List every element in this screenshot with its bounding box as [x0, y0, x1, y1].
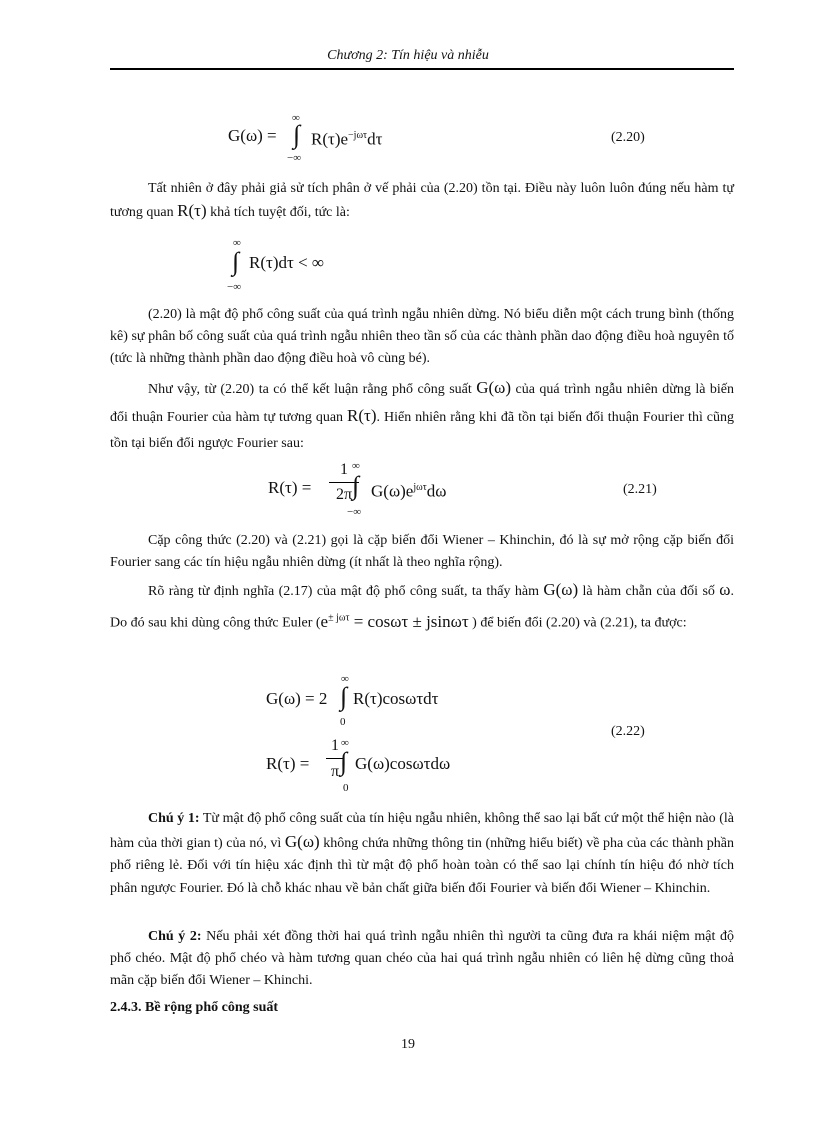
note-2-label: Chú ý 2: [148, 929, 202, 944]
inline-math-R: R(τ) [177, 201, 207, 220]
eq220-number: (2.20) [611, 130, 645, 145]
eq220-upper-limit: ∞ [292, 112, 300, 124]
paragraph-1: Tất nhiên ở đây phải giả sử tích phân ở vế phải của (2.20) tồn tại. Điều này luôn luôn đúng nếu hàm tự tương quan R(τ) khả tích tuyệt đối, tức là: [110, 181, 734, 220]
eq222-number: (2.22) [611, 724, 645, 739]
eq222b-lhs: R(τ) = [266, 754, 310, 773]
eq222a-integrand: R(τ)cosωτdτ [353, 689, 439, 708]
inline-math-G: G(ω) [284, 831, 320, 851]
eq222b-upper-limit: ∞ [341, 737, 349, 749]
section-heading: 2.4.3. Bề rộng phổ công suất [110, 1000, 279, 1015]
inline-math-G: G(ω) [476, 378, 512, 397]
eq221-frac-denominator: 2π [335, 486, 353, 503]
eq222a-upper-limit: ∞ [341, 673, 349, 685]
eqabs-upper-limit: ∞ [233, 237, 241, 249]
note-1-label: Chú ý 1: [148, 811, 200, 826]
running-header: Chương 2: Tín hiệu và nhiễu [327, 48, 489, 63]
eq220-integrand: $R(\tau)e^{-j\omega\tau}d\tau$ [311, 129, 383, 149]
eq222b-frac-denominator: π [330, 763, 340, 780]
eq222b-integral-sign: ∫ [340, 747, 348, 776]
header-rule [110, 68, 734, 70]
eq220-lower-limit: −∞ [287, 152, 302, 164]
note-2: Chú ý 2: Nếu phải xét đồng thời hai quá trình ngẫu nhiên thì người ta cũng đưa ra khái niệm mật độ phổ chéo. Mật độ phổ chéo và hàm tương quan chéo của hai quá trình ngẫu nhiên có liên hệ dừng cũng thoả mãn cặp biến đổi Wiener – Khinchi. [110, 929, 734, 988]
eq221-integral-sign: ∫ [352, 471, 360, 500]
eq221-frac-numerator: 1 [340, 461, 348, 478]
eq222b-integrand: G(ω)cosωτdω [355, 754, 451, 773]
eq222a-lhs: G(ω) = 2 [266, 689, 328, 708]
inline-math-R: R(τ) [347, 406, 377, 425]
eqabs-expression: R(τ)dτ < ∞ [249, 253, 325, 272]
eq220-lhs: G(ω) = [228, 126, 277, 145]
eqabs-integral-sign: ∫ [232, 247, 240, 276]
paragraph-5: Rõ ràng từ định nghĩa (2.17) của mật độ phổ công suất, ta thấy hàm G(ω) là hàm chẵn của đối số ω. Do đó sau khi dùng công thức Euler ($e^{\pm j\omega\tau} = \cos\omega\tau \pm jsin\omega\tau$ ) để biến đổi (2.20) và (2.21), ta được: [110, 580, 734, 631]
paragraph-4: Cặp công thức (2.20) và (2.21) gọi là cặp biến đổi Wiener – Khinchin, đó là sự mở rộng cặp biến đổi Fourier sang các tín hiệu ngẫu nhiên dừng (ít nhất là theo nghĩa rộng). [110, 533, 734, 570]
eq221-lower-limit: −∞ [347, 506, 362, 518]
eq222b-lower-limit: 0 [343, 782, 349, 794]
page-number: 19 [401, 1037, 415, 1052]
eq222b-frac-numerator: 1 [331, 737, 339, 754]
inline-math-G: G(ω) [543, 580, 579, 599]
inline-math-omega: ω [719, 580, 731, 599]
eq222a-lower-limit: 0 [340, 716, 346, 728]
note-1: Chú ý 1: Từ mật độ phổ công suất của tín hiệu ngẫu nhiên, không thể sao lại bất cứ một thể hiện nào (là hàm của thời gian t) của nó, vì G(ω) không chứa những thông tin (những hiểu biết) về pha của các thành phần phổ riêng lẻ. Đối với tín hiệu xác định thì từ mật độ phổ hoàn toàn có thể sao lại chính tín hiệu đó nhờ tích phân ngược Fourier. Đó là chỗ khác nhau về bản chất giữa biến đổi Fourier và biến đổi Wiener – Khinchin. [110, 811, 735, 896]
eq221-lhs: R(τ) = [268, 478, 312, 497]
paragraph-2: (2.20) là mật độ phổ công suất của quá trình ngẫu nhiên dừng. Nó biểu diễn một cách trung bình (thống kê) sự phân bố công suất của quá trình ngẫu nhiên theo tần số của các thành phần dao động điều hoà nguyên tố (tức là những thành phần dao động điều hoà vô cùng bé). [110, 307, 734, 366]
eq220-integral-sign: ∫ [293, 120, 301, 149]
eq221-integrand: $G(\omega)e^{j\omega\tau}d\omega$ [371, 481, 447, 501]
inline-math-euler: $e^{\pm j\omega\tau} = \cos\omega\tau \pm jsin\omega\tau$ [320, 611, 469, 631]
eq221-upper-limit: ∞ [352, 460, 360, 472]
eq222a-integral-sign: ∫ [340, 682, 348, 711]
eq221-number: (2.21) [623, 482, 657, 497]
paragraph-3: Như vậy, từ (2.20) ta có thể kết luận rằng phổ công suất G(ω) của quá trình ngẫu nhiên dừng là biến đổi thuận Fourier của hàm tự tương quan R(τ). Hiển nhiên rằng khi đã tồn tại biến đổi thuận Fourier thì cũng tồn tại biến đổi ngược Fourier sau: [110, 378, 735, 451]
eqabs-lower-limit: −∞ [227, 281, 242, 293]
